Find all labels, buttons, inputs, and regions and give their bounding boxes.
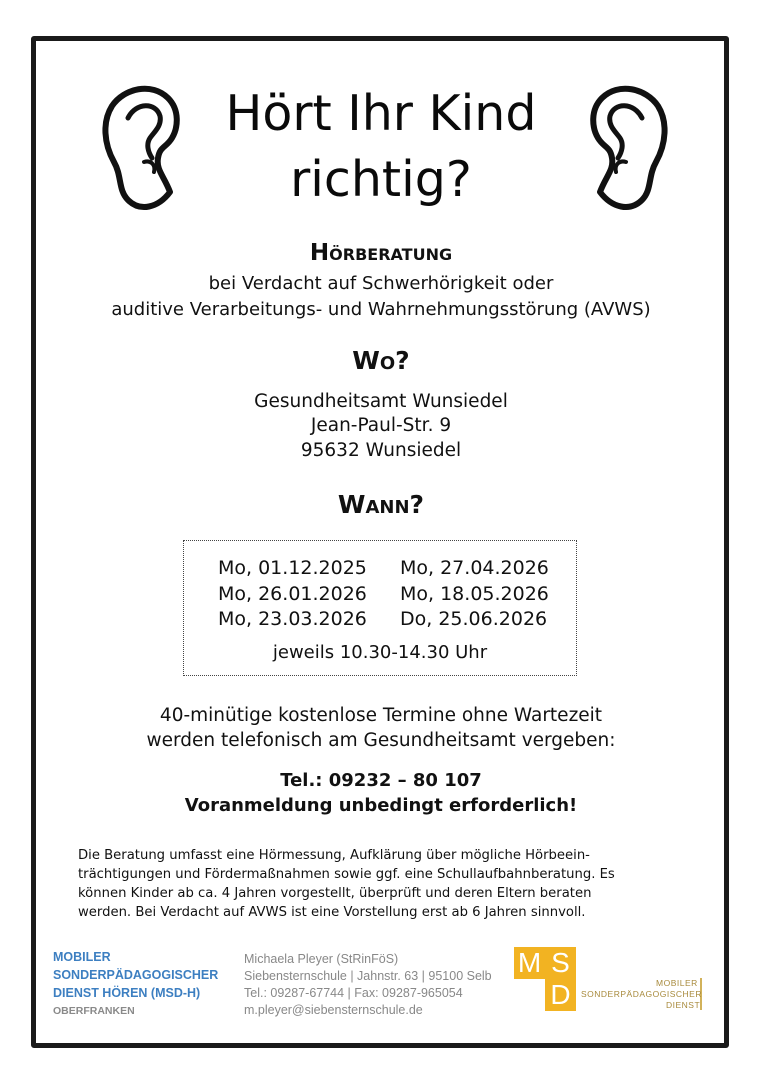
logo-text-line3: DIENST [666,1000,701,1010]
dates-box [183,540,577,676]
logo-letter-d: D [545,979,576,1011]
phone-number: Tel.: 09232 – 80 107 [280,770,482,791]
org-name-line1: MOBILER [53,950,111,964]
page-title-line2: richtig? [290,151,472,208]
logo-letter-s: S [545,947,576,979]
description-line1: Die Beratung umfasst eine Hörmessung, Aufklärung über mögliche Hörbeein- [78,848,590,863]
contact-phone: Tel.: 09287-67744 | Fax: 09287-965054 [244,986,463,1000]
hoerberatung-heading: Hörberatung [309,240,453,266]
logo-text-line2: SONDERPÄDAGOGISCHER [581,989,702,999]
msd-logo [514,947,576,1011]
logo-letter-m: M [514,947,545,979]
date-item: Mo, 01.12.2025 [218,557,367,579]
address-line1: Gesundheitsamt Wunsiedel [254,391,508,412]
org-name-line3: DIENST HÖREN (MSD-H) [53,986,201,1000]
registration-note: Voranmeldung unbedingt erforderlich! [184,795,578,816]
address-line2: Jean-Paul-Str. 9 [310,415,452,436]
date-item: Mo, 18.05.2026 [400,583,549,605]
contact-email[interactable]: m.pleyer@siebensternschule.de [244,1003,423,1017]
description-line2: trächtigungen und Fördermaßnahmen sowie ggf. eine Schullaufbahnberatung. Es [78,867,615,882]
date-item: Mo, 26.01.2026 [218,583,367,605]
hoerberatung-line1: bei Verdacht auf Schwerhörigkeit oder [208,273,554,294]
hoerberatung-line2: auditive Verarbeitungs- und Wahrnehmungsstörung (AVWS) [111,299,651,320]
org-name-line2: SONDERPÄDAGOGISCHER [53,968,219,982]
info-line1: 40-minütige kostenlose Termine ohne Wartezeit [159,705,603,726]
contact-name: Michaela Pleyer (StRinFöS) [244,952,399,966]
times-text: jeweils 10.30-14.30 Uhr [272,642,488,663]
wo-heading: Wo? [352,346,410,375]
date-item: Mo, 27.04.2026 [400,557,549,579]
description-line4: werden. Bei Verdacht auf AVWS ist eine Vorstellung erst ab 6 Jahren sinnvoll. [78,905,586,920]
description-line3: können Kinder ab ca. 4 Jahren vorgestellt, überprüft und deren Eltern beraten [78,886,592,901]
contact-address: Siebensternschule | Jahnstr. 63 | 95100 Selb [244,969,492,983]
wann-heading: Wann? [337,490,425,519]
org-region: OBERFRANKEN [53,1005,135,1017]
date-item: Mo, 23.03.2026 [218,608,367,630]
logo-text-line1: MOBILER [656,978,698,988]
address-line3: 95632 Wunsiedel [300,440,462,461]
page-title-line1: Hört Ihr Kind [225,85,537,142]
date-item: Do, 25.06.2026 [400,608,548,630]
info-line2: werden telefonisch am Gesundheitsamt vergeben: [146,730,616,751]
